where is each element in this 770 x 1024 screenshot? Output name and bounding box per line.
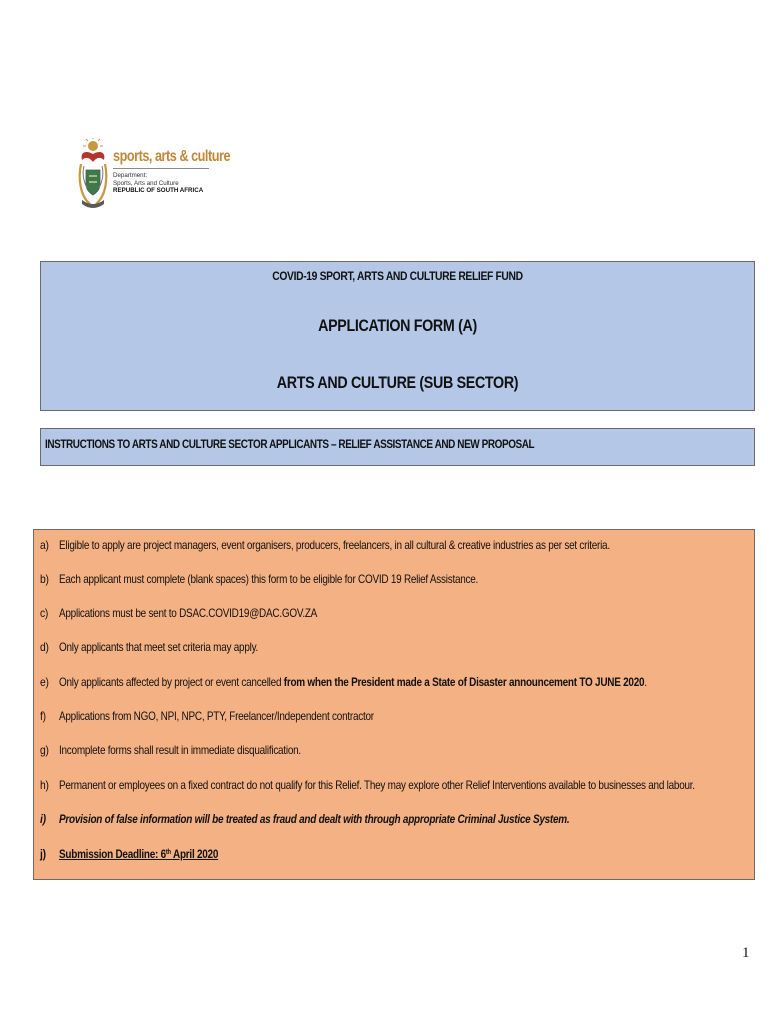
item-text: Only applicants that meet set criteria may apply. bbox=[59, 640, 259, 654]
fund-title: COVID-19 SPORT, ARTS AND CULTURE RELIEF FUND bbox=[272, 269, 523, 283]
item-text: Incomplete forms shall result in immediate disqualification. bbox=[59, 743, 301, 757]
list-item bbox=[34, 538, 754, 558]
item-letter: g) bbox=[40, 743, 49, 757]
deadline-text: Submission Deadline: 6 bbox=[59, 847, 166, 861]
item-letter: f) bbox=[40, 709, 46, 723]
item-text: Applications from NGO, NPI, NPC, PTY, Freelancer/Independent contractor bbox=[59, 709, 374, 723]
item-text: Eligible to apply are project managers, event organisers, producers, freelancers, in all cultural & creative industries as per set criteria. bbox=[59, 538, 610, 552]
list-item bbox=[34, 778, 754, 798]
item-letter: d) bbox=[40, 640, 49, 654]
form-title: APPLICATION FORM (A) bbox=[318, 316, 477, 335]
list-item bbox=[34, 743, 754, 763]
item-letter: a) bbox=[40, 538, 49, 552]
item-text: Provision of false information will be treated as fraud and dealt with through appropriate Criminal Justice System. bbox=[59, 812, 570, 826]
department-line-1: Department: bbox=[113, 172, 148, 179]
item-text-regular: Only applicants affected by project or event cancelled bbox=[59, 675, 284, 689]
sector-title: ARTS AND CULTURE (SUB SECTOR) bbox=[276, 373, 519, 392]
brand-name: sports, arts & culture bbox=[113, 148, 231, 165]
item-text: Permanent or employees on a fixed contract do not qualify for this Relief. They may explore other Relief Interventions available to businesses and labour. bbox=[59, 778, 695, 792]
list-item bbox=[34, 572, 754, 592]
item-text: Applications must be sent to DSAC.COVID19@DAC.GOV.ZA bbox=[59, 606, 318, 620]
page-number: 1 bbox=[742, 945, 750, 961]
deadline-superscript: th bbox=[165, 849, 171, 856]
logo-divider bbox=[113, 168, 209, 169]
instructions-list bbox=[33, 529, 755, 880]
item-letter: j) bbox=[40, 847, 46, 861]
list-item bbox=[34, 709, 754, 729]
item-letter: b) bbox=[40, 572, 49, 586]
item-text: Each applicant must complete (blank spaces) this form to be eligible for COVID 19 Relief Assistance. bbox=[59, 572, 479, 586]
deadline-text-end: April 2020 bbox=[170, 847, 219, 861]
list-item bbox=[34, 847, 754, 867]
item-text bbox=[59, 675, 647, 689]
item-letter: e) bbox=[40, 675, 49, 689]
instructions-heading-box bbox=[40, 428, 755, 466]
list-item bbox=[34, 640, 754, 660]
submission-deadline bbox=[59, 847, 218, 861]
form-title-box bbox=[40, 261, 755, 411]
department-line-2: Sports, Arts and Culture bbox=[113, 179, 179, 187]
list-item bbox=[34, 675, 754, 695]
item-letter: c) bbox=[40, 606, 49, 620]
item-letter: i) bbox=[40, 812, 46, 826]
department-logo bbox=[76, 134, 231, 212]
list-item bbox=[34, 606, 754, 626]
item-letter: h) bbox=[40, 778, 49, 792]
item-text-end: . bbox=[644, 675, 647, 689]
department-line-3: REPUBLIC OF SOUTH AFRICA bbox=[113, 187, 204, 195]
instructions-heading: INSTRUCTIONS TO ARTS AND CULTURE SECTOR APPLICANTS – RELIEF ASSISTANCE AND NEW PROPOSAL bbox=[45, 437, 535, 451]
list-item bbox=[34, 812, 754, 832]
item-text-bold: from when the President made a State of Disaster announcement TO JUNE 2020 bbox=[283, 675, 645, 689]
department-text bbox=[113, 172, 203, 195]
coat-of-arms-icon bbox=[76, 138, 110, 210]
